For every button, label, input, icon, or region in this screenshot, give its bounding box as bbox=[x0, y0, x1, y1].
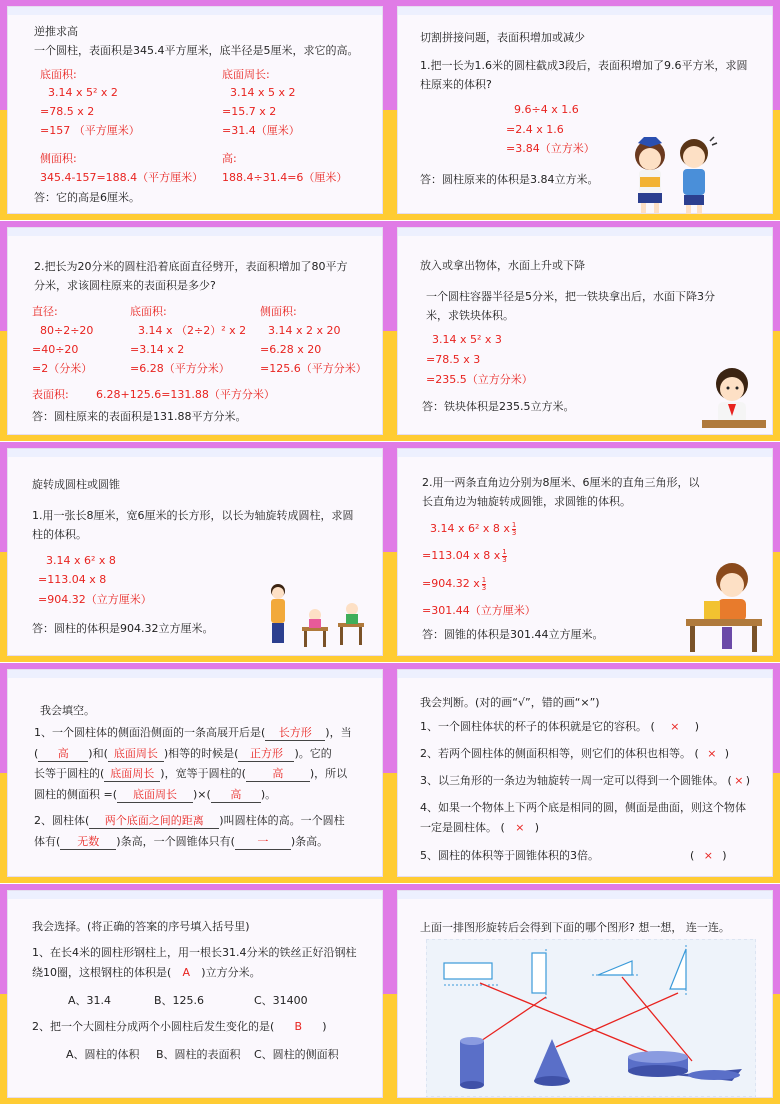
answer-text: 答：圆柱原来的表面积是131.88平方分米。 bbox=[32, 410, 247, 423]
slide-title: 上面一排图形旋转后会得到下面的哪个图形? 想一想， 连一连。 bbox=[420, 921, 730, 934]
item-close: ) bbox=[694, 720, 700, 733]
option-a[interactable]: A、圆柱的体积 bbox=[66, 1048, 140, 1061]
question-text: 柱原来的体积? bbox=[420, 78, 492, 91]
answer-blank[interactable]: 一 bbox=[235, 834, 291, 850]
slide-cut-splice bbox=[390, 0, 780, 220]
step-line: =15.7 x 2 bbox=[222, 105, 277, 118]
classroom-illustration bbox=[262, 581, 374, 653]
text-segment: )。 bbox=[260, 788, 277, 801]
answer-text: 答：圆柱原来的体积是3.84立方米。 bbox=[420, 173, 599, 186]
text-segment: )叫圆柱体的高。一个圆柱 bbox=[219, 814, 345, 827]
slide-rotate-cone bbox=[390, 442, 780, 662]
step-line: =2（分米） bbox=[32, 362, 93, 375]
item-text: 1、一个圆柱体状的杯子的体积就是它的容积。 ( bbox=[420, 720, 655, 733]
answer-blank[interactable]: 高 bbox=[246, 766, 310, 782]
answer-blank[interactable]: 底面周长 bbox=[104, 766, 160, 782]
step-line: =157 （平方厘米） bbox=[40, 124, 140, 137]
fraction-denominator: 3 bbox=[481, 583, 487, 592]
text-segment: ( bbox=[34, 747, 39, 760]
step-line: =3.84（立方米） bbox=[506, 142, 595, 155]
fraction-denominator: 3 bbox=[502, 555, 507, 564]
judge-mark[interactable]: × bbox=[515, 821, 525, 834]
judge-item-text: 5、圆柱的体积等于圆锥体积的3倍。 bbox=[420, 849, 599, 862]
judge-item bbox=[420, 820, 539, 835]
question-line bbox=[32, 965, 261, 980]
question-text: 一个圆柱容器半径是5分米，把一铁块拿出后，水面下降3分 bbox=[426, 290, 715, 303]
question-text: 2.用一两条直角边分别为8厘米、6厘米的直角三角形，以 bbox=[422, 476, 700, 489]
option-b[interactable]: B、125.6 bbox=[154, 994, 205, 1007]
one-third-fraction bbox=[482, 577, 486, 592]
question-text: 分米，求该圆柱原来的表面积是多少? bbox=[34, 279, 216, 292]
blank-line bbox=[34, 787, 276, 803]
slide-card bbox=[7, 890, 383, 1098]
step-line bbox=[430, 521, 516, 537]
step-line: 3.14 x 5 x 2 bbox=[230, 86, 296, 99]
slide-card bbox=[7, 6, 383, 214]
slide-multiple-choice bbox=[0, 884, 390, 1104]
rectangle-tall-shape[interactable] bbox=[532, 949, 546, 999]
step-line: =2.4 x 1.6 bbox=[506, 123, 564, 136]
question-text: 1.用一张长8厘米，宽6厘米的长方形，以长为轴旋转成圆柱，求圆 bbox=[32, 509, 354, 522]
answer-text: 答：圆柱的体积是904.32立方厘米。 bbox=[32, 622, 214, 635]
step-expression: 3.14 x 6² x 8 x bbox=[430, 522, 510, 535]
step-line: =301.44（立方厘米） bbox=[422, 604, 536, 617]
slide-card bbox=[397, 448, 773, 656]
step-line bbox=[422, 548, 507, 564]
step-line: 3.14 x 5² x 3 bbox=[432, 333, 502, 346]
step-line: 345.4-157=188.4（平方厘米） bbox=[40, 171, 204, 184]
choice-answer[interactable]: A bbox=[182, 966, 191, 979]
slide-title: 我会选择。(将正确的答案的序号填入括号里) bbox=[32, 920, 250, 933]
judge-mark[interactable]: × bbox=[703, 849, 713, 862]
step-line: =6.28 x 20 bbox=[260, 343, 322, 356]
item-text: 2、若两个圆柱体的侧面积相等，则它们的体积也相等。 ( bbox=[420, 747, 699, 760]
students-illustration bbox=[626, 133, 722, 215]
slide-card bbox=[397, 669, 773, 877]
item-text: 一定是圆柱体。 ( bbox=[420, 821, 505, 834]
fraction-numerator: 1 bbox=[502, 547, 507, 556]
judge-item bbox=[420, 773, 750, 788]
answer-text: 答：它的高是6厘米。 bbox=[34, 191, 140, 204]
slide-card bbox=[397, 6, 773, 214]
question-text: 长直角边为轴旋转成圆锥，求圆锥的体积。 bbox=[422, 495, 631, 508]
slide-fill-in-blanks bbox=[0, 663, 390, 883]
text-segment: )，宽等于圆柱的( bbox=[160, 767, 246, 780]
slide-title: 放入或拿出物体，水面上升或下降 bbox=[420, 259, 585, 272]
text-segment: )条高，一个圆锥体只有( bbox=[116, 835, 235, 848]
text-segment: )，所以 bbox=[309, 767, 348, 780]
student-thinking-illustration bbox=[698, 362, 768, 432]
step-line: 3.14 x 6² x 8 bbox=[46, 554, 116, 567]
choice-answer[interactable]: B bbox=[294, 1020, 303, 1033]
slide-match-shapes bbox=[390, 884, 780, 1104]
judge-mark[interactable]: × bbox=[670, 720, 680, 733]
step-label: 高: bbox=[222, 152, 237, 165]
fraction-numerator: 1 bbox=[481, 575, 487, 584]
judge-mark[interactable]: × bbox=[707, 747, 717, 760]
judge-item-text: 4、如果一个物体上下两个底是相同的圆，侧面是曲面，则这个物体 bbox=[420, 801, 746, 814]
text-segment: 圆柱的侧面积 =( bbox=[34, 788, 118, 801]
step-line: 3.14 x 2 x 20 bbox=[268, 324, 341, 337]
slide-rotate-cylinder bbox=[0, 442, 390, 662]
step-label: 侧面积: bbox=[260, 305, 297, 318]
fraction-numerator: 1 bbox=[511, 520, 517, 529]
text-segment: )，当 bbox=[325, 726, 352, 739]
cylinder-tall-solid[interactable] bbox=[460, 1037, 484, 1089]
slide-card bbox=[7, 669, 383, 877]
answer-blank[interactable]: 无数 bbox=[60, 834, 116, 850]
judge-item bbox=[690, 848, 727, 863]
judge-item bbox=[420, 719, 699, 734]
one-third-fraction bbox=[512, 522, 516, 537]
question-text: 1、在长4米的圆柱形钢柱上，用一根长31.4分米的铁丝正好沿钢柱 bbox=[32, 946, 357, 959]
slide-card bbox=[397, 227, 773, 435]
blank-line bbox=[34, 746, 332, 762]
question-text: )立方分米。 bbox=[201, 966, 261, 979]
question-line bbox=[32, 1019, 327, 1034]
step-line: =125.6（平方分米） bbox=[260, 362, 367, 375]
shape-matching-diagram bbox=[426, 939, 756, 1097]
slide-title: 我会填空。 bbox=[40, 704, 95, 717]
text-segment: 长等于圆柱的( bbox=[34, 767, 105, 780]
text-segment: )和( bbox=[88, 747, 108, 760]
blank-line bbox=[34, 813, 345, 829]
item-open: ( bbox=[690, 849, 695, 862]
slide-title: 切割拼接问题，表面积增加或减少 bbox=[420, 31, 585, 44]
option-b[interactable]: B、圆柱的表面积 bbox=[156, 1048, 241, 1061]
slide-title: 旋转成圆柱或圆锥 bbox=[32, 478, 120, 491]
step-expression: =904.32 x bbox=[422, 577, 480, 590]
text-segment: )。它的 bbox=[294, 747, 332, 760]
step-label: 底面积: bbox=[130, 305, 167, 318]
answer-blank[interactable]: 两个底面之间的距离 bbox=[89, 813, 219, 829]
step-line: =6.28（平方分米） bbox=[130, 362, 230, 375]
judge-mark[interactable]: × bbox=[734, 774, 744, 787]
step-line: 9.6÷4 x 1.6 bbox=[514, 103, 579, 116]
slide-split-cylinder bbox=[0, 221, 390, 441]
slide-reverse-height bbox=[0, 0, 390, 220]
step-line: 3.14 x 5² x 2 bbox=[48, 86, 118, 99]
answer-blank[interactable]: 高 bbox=[38, 746, 88, 762]
question-text: ) bbox=[322, 1020, 327, 1033]
slide-title: 我会判断。(对的画“√”，错的画“×”) bbox=[420, 696, 600, 709]
text-segment: )×( bbox=[193, 788, 211, 801]
option-c[interactable]: C、31400 bbox=[254, 994, 308, 1007]
step-line: =78.5 x 2 bbox=[40, 105, 95, 118]
answer-blank[interactable]: 正方形 bbox=[238, 746, 294, 762]
answer-blank[interactable]: 高 bbox=[211, 787, 261, 803]
item-text: 3、以三角形的一条边为轴旋转一周一定可以得到一个圆锥体。 ( bbox=[420, 774, 732, 787]
step-line: 80÷2÷20 bbox=[40, 324, 94, 337]
fraction-denominator: 3 bbox=[511, 528, 517, 537]
question-text: 米，求铁块体积。 bbox=[426, 309, 514, 322]
cylinder-flat-solid[interactable] bbox=[628, 1051, 688, 1077]
question-text: 1.把一长为1.6米的圆柱截成3段后，表面积增加了9.6平方米，求圆 bbox=[420, 59, 748, 72]
item-close: ) bbox=[745, 774, 751, 787]
slide-true-false bbox=[390, 663, 780, 883]
judge-item bbox=[420, 746, 729, 761]
step-line: =904.32（立方厘米） bbox=[38, 593, 152, 606]
answer-blank[interactable]: 底面周长 bbox=[108, 746, 164, 762]
question-text: 柱的体积。 bbox=[32, 528, 87, 541]
step-line: =3.14 x 2 bbox=[130, 343, 185, 356]
step-expression: =113.04 x 8 x bbox=[422, 549, 501, 562]
text-segment: 体有( bbox=[34, 835, 61, 848]
step-line: =78.5 x 3 bbox=[426, 353, 481, 366]
item-close: ) bbox=[722, 849, 727, 862]
student-at-desk-illustration bbox=[682, 557, 766, 653]
step-line: 188.4÷31.4=6（厘米） bbox=[222, 171, 348, 184]
text-segment: )条高。 bbox=[290, 835, 329, 848]
answer-blank[interactable]: 底面周长 bbox=[117, 787, 193, 803]
one-third-fraction bbox=[502, 549, 506, 564]
step-line bbox=[422, 576, 486, 592]
step-label: 侧面积: bbox=[40, 152, 77, 165]
question-text: 一个圆柱，表面积是345.4平方厘米，底半径是5厘米，求它的高。 bbox=[34, 44, 359, 57]
item-close: ) bbox=[534, 821, 540, 834]
step-label: 直径: bbox=[32, 305, 58, 318]
step-line: =235.5（立方分米） bbox=[426, 373, 533, 386]
blank-line bbox=[34, 766, 347, 782]
answer-text: 答：铁块体积是235.5立方米。 bbox=[422, 400, 575, 413]
text-segment: )相等的时候是( bbox=[163, 747, 239, 760]
slide-card bbox=[397, 890, 773, 1098]
step-label: 表面积: bbox=[32, 388, 69, 401]
question-text: 2.把长为20分米的圆柱沿着底面直径劈开，表面积增加了80平方 bbox=[34, 260, 348, 273]
step-line: 3.14 x （2÷2）² x 2 bbox=[138, 324, 247, 337]
answer-blank[interactable]: 长方形 bbox=[265, 725, 325, 741]
slide-card bbox=[7, 227, 383, 435]
blank-line bbox=[34, 834, 328, 850]
text-segment: 1、一个圆柱体的侧面沿侧面的一条高展开后是( bbox=[34, 726, 266, 739]
slide-title: 逆推求高 bbox=[34, 25, 78, 38]
blank-line bbox=[34, 725, 352, 741]
slide-water-level bbox=[390, 221, 780, 441]
step-line: =40÷20 bbox=[32, 343, 79, 356]
question-text: 绕10圈，这根钢柱的体积是( bbox=[32, 966, 172, 979]
step-label: 底面周长: bbox=[222, 68, 270, 81]
answer-text: 答：圆锥的体积是301.44立方厘米。 bbox=[422, 628, 604, 641]
option-c[interactable]: C、圆柱的侧面积 bbox=[254, 1048, 339, 1061]
slide-card bbox=[7, 448, 383, 656]
question-text: 2、把一个大圆柱分成两个小圆柱后发生变化的是( bbox=[32, 1020, 275, 1033]
item-close: ) bbox=[724, 747, 730, 760]
step-line: =113.04 x 8 bbox=[38, 573, 107, 586]
step-line: 6.28+125.6=131.88（平方分米） bbox=[96, 388, 275, 401]
text-segment: 2、圆柱体( bbox=[34, 814, 90, 827]
step-label: 底面积: bbox=[40, 68, 77, 81]
option-a[interactable]: A、31.4 bbox=[68, 994, 112, 1007]
step-line: =31.4（厘米） bbox=[222, 124, 300, 137]
